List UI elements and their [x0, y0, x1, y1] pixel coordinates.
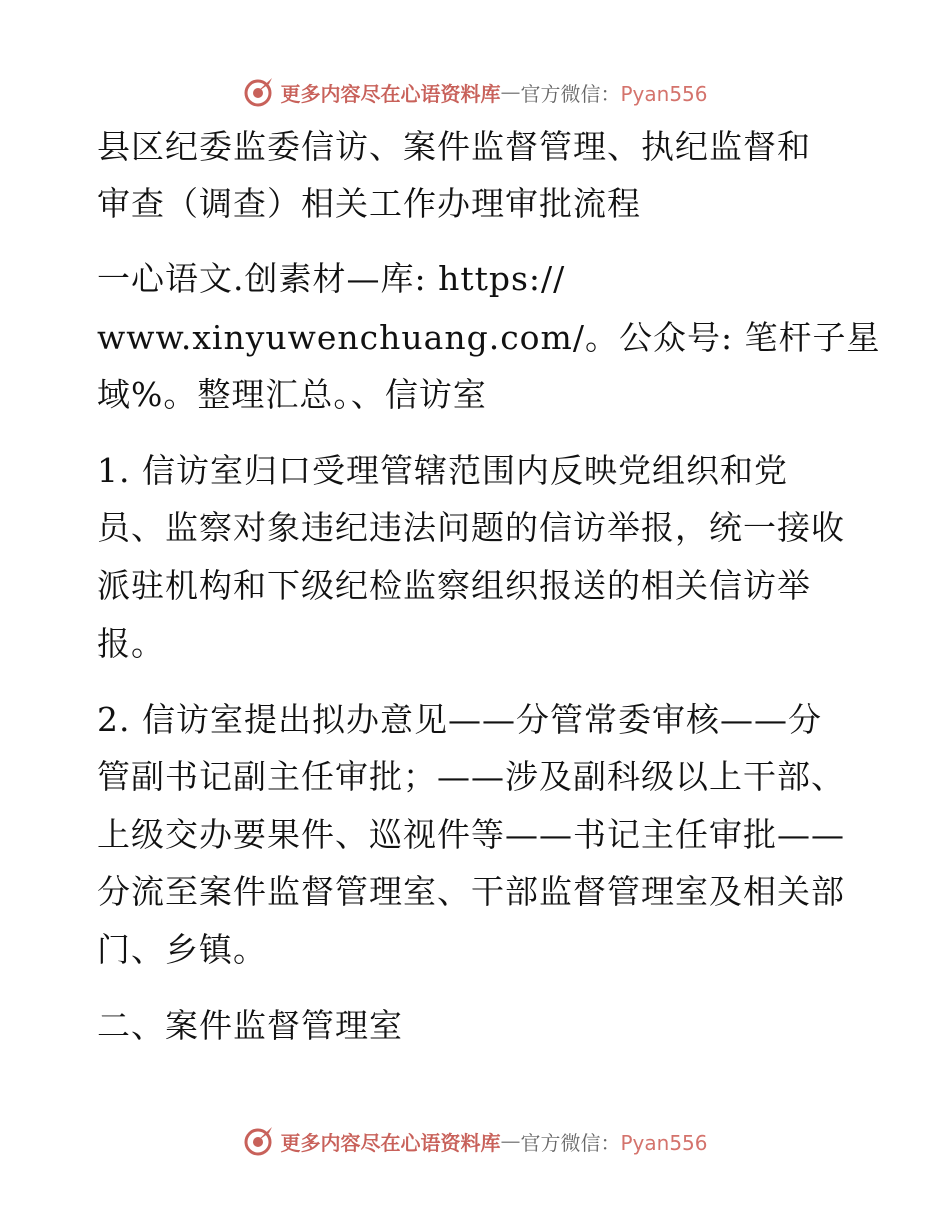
watermark-text: 更多内容尽在心语资料库: [280, 1130, 501, 1155]
title-line-1: 县区纪委监委信访、案件监督管理、执纪监督和: [97, 127, 811, 166]
watermark-text: 更多内容尽在心语资料库: [280, 81, 501, 106]
watermark-separator: —: [500, 1129, 521, 1153]
watermark-separator: —: [500, 80, 521, 104]
intro-line-3: 域%。整理汇总。、信访室: [97, 375, 487, 414]
item2-line-1: 2. 信访室提出拟办意见——分管常委审核——分: [97, 700, 822, 739]
item1-line-4: 报。: [97, 624, 165, 663]
item2-line-5: 门、乡镇。: [97, 930, 267, 969]
intro-line-2: www.xinyuwenchuang.com/。公众号: 笔杆子星: [97, 318, 881, 357]
quill-circle-icon: [242, 1124, 276, 1158]
item1-line-2: 员、监察对象违纪违法问题的信访举报，统一接收: [97, 508, 845, 547]
item2-line-4: 分流至案件监督管理室、干部监督管理室及相关部: [97, 872, 845, 911]
item1-line-3: 派驻机构和下级纪检监察组织报送的相关信访举: [97, 566, 811, 605]
footer-watermark: [0, 1121, 950, 1161]
title-line-2: 审查（调查）相关工作办理审批流程: [97, 184, 641, 223]
quill-circle-icon: [242, 75, 276, 109]
header-watermark: [0, 72, 950, 112]
item2-line-2: 管副书记副主任审批；——涉及副科级以上干部、: [97, 757, 845, 796]
wechat-id: Pyan556: [620, 81, 708, 106]
wechat-label: 官方微信：: [520, 81, 621, 106]
watermark-wechat: [520, 78, 707, 107]
item1-line-1: 1. 信访室归口受理管辖范围内反映党组织和党: [97, 451, 788, 490]
wechat-label: 官方微信：: [520, 1130, 621, 1155]
section-heading: 二、案件监督管理室: [97, 1006, 403, 1045]
wechat-id: Pyan556: [620, 1130, 708, 1155]
item2-line-3: 上级交办要果件、巡视件等——书记主任审批——: [97, 815, 845, 854]
intro-line-1: 一心语文.创素材—库: https://: [97, 259, 566, 298]
watermark-wechat: [520, 1127, 707, 1156]
